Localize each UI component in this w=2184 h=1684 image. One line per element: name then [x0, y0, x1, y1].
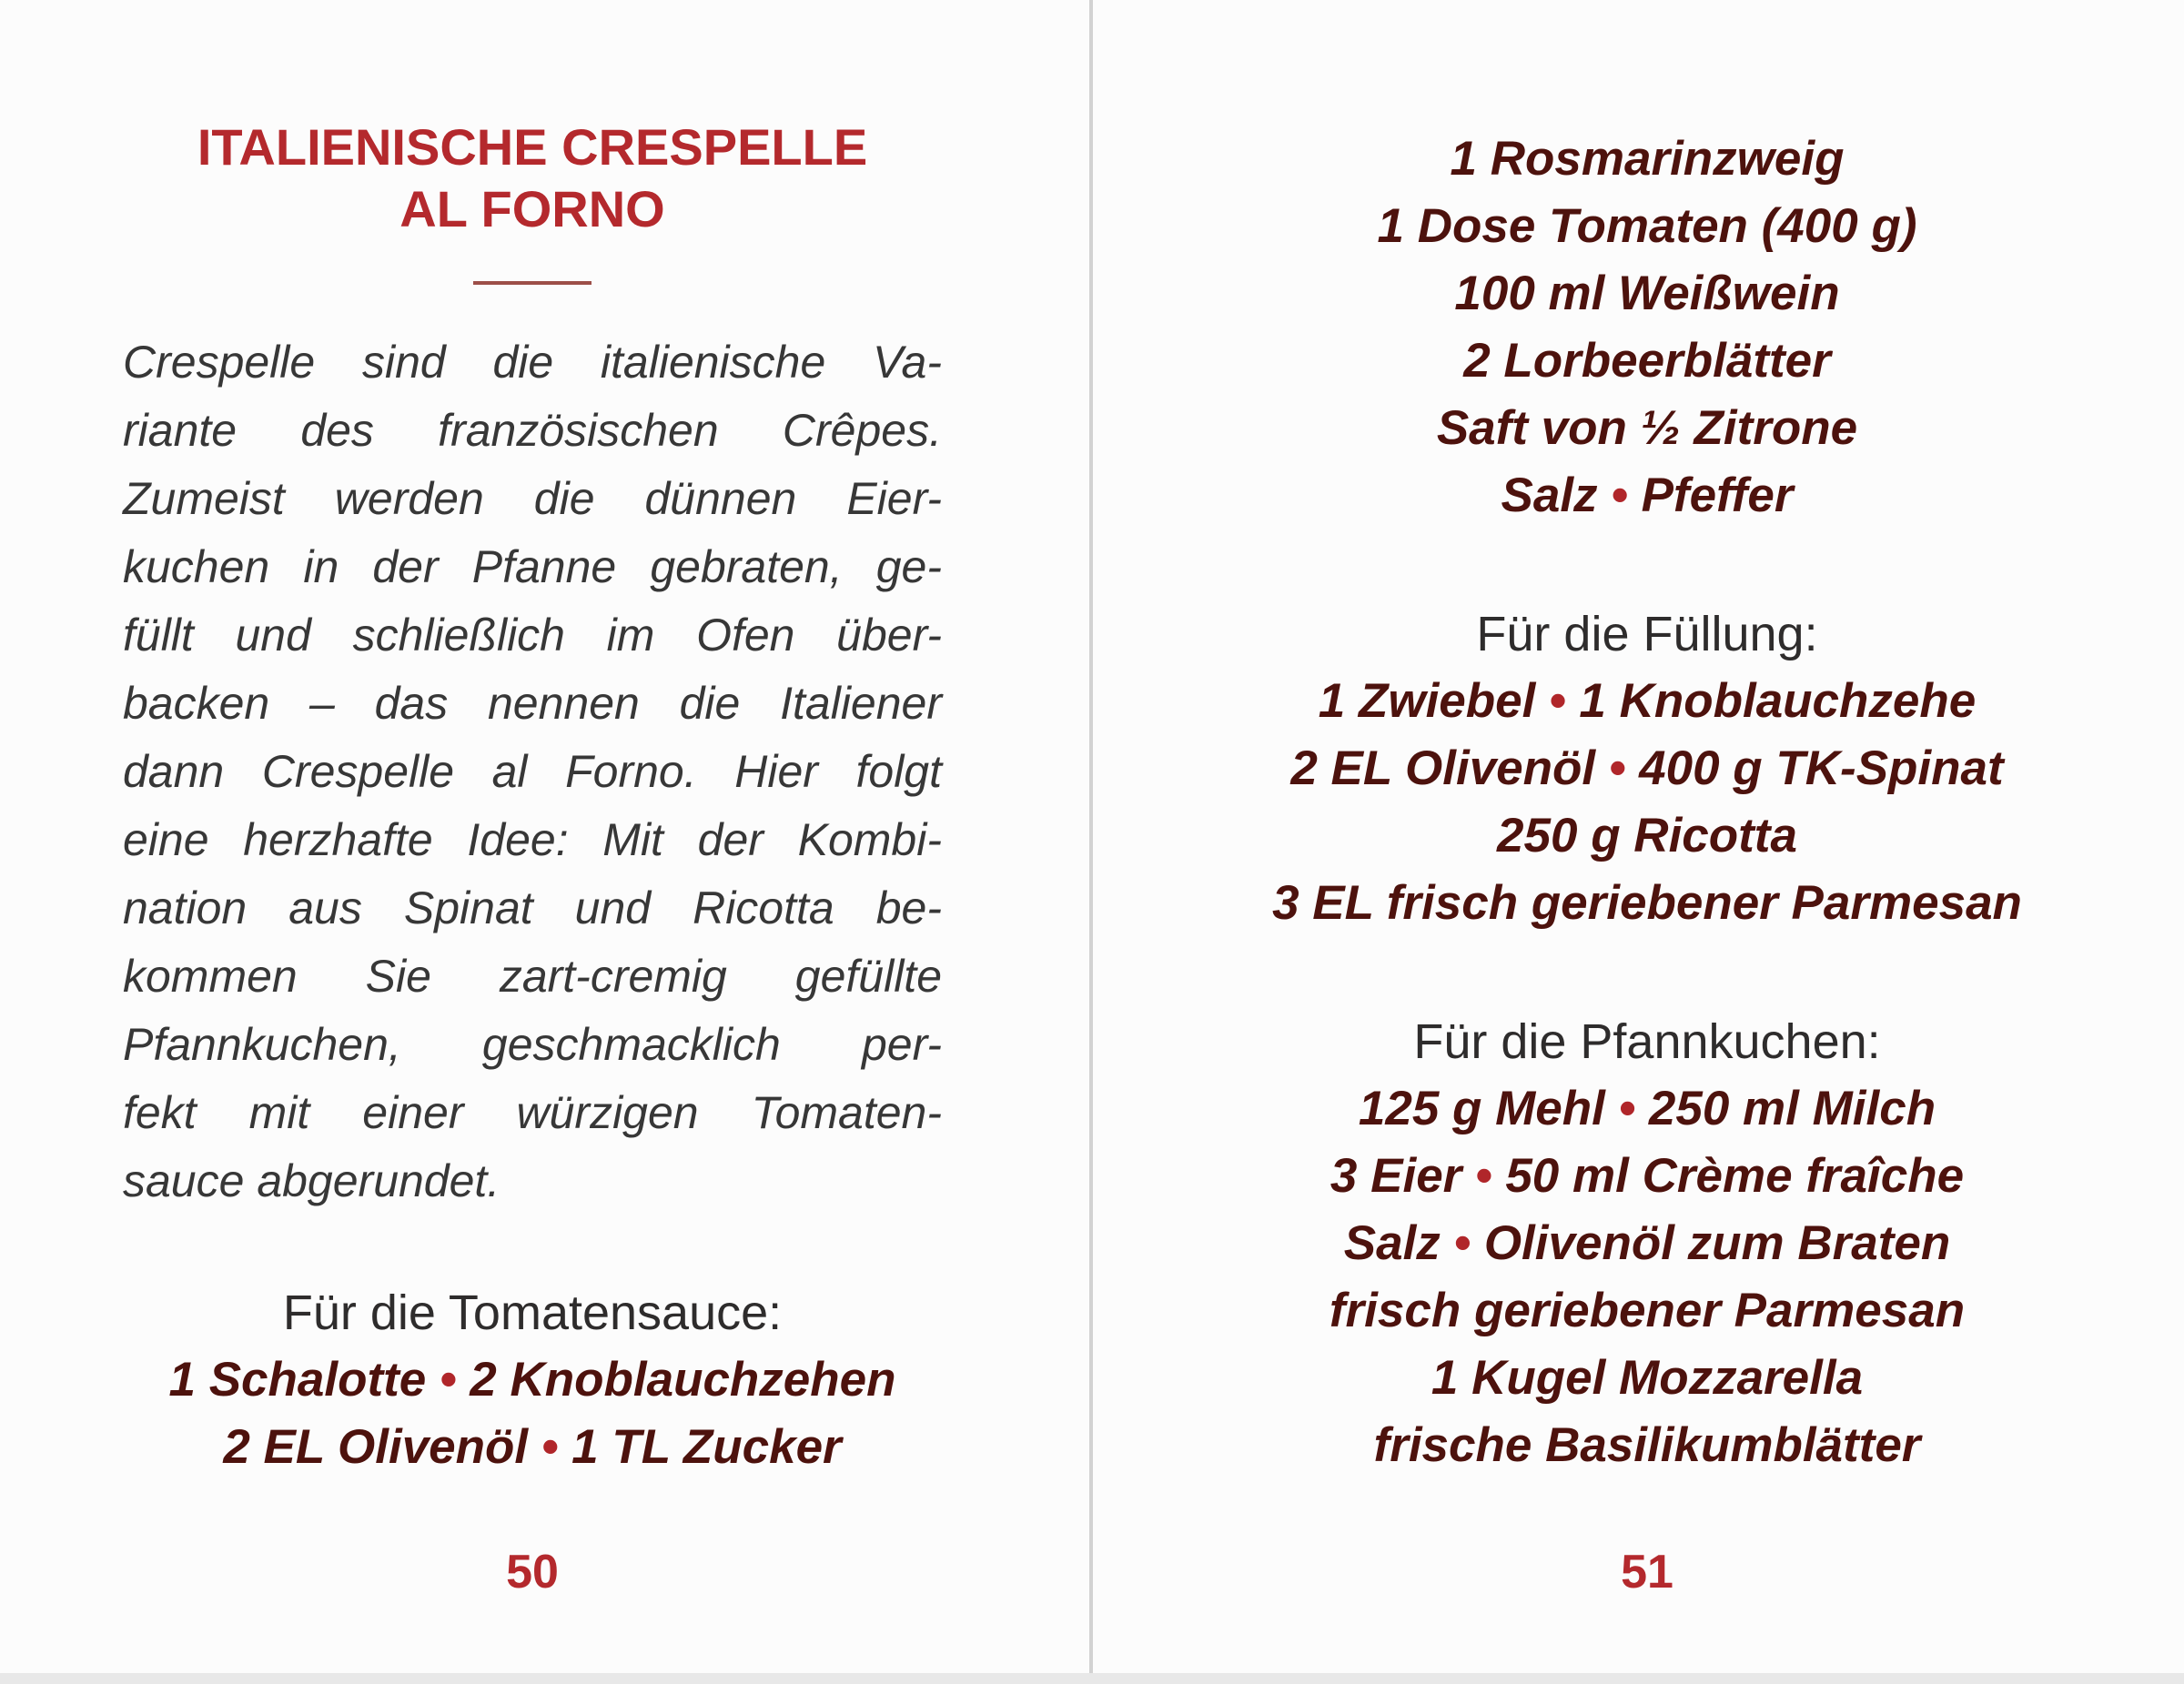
intro-line: riante des französischen Crêpes. [123, 405, 942, 456]
title-divider-rule [473, 281, 592, 285]
ingredient-line: 1 Kugel Mozzarella [1431, 1351, 1864, 1405]
intro-line: Crespelle sind die italienische Va- [123, 337, 942, 388]
page-left [123, 0, 942, 1684]
intro-line: backen – das nennen die Italiener [123, 678, 942, 729]
bullet-separator: • [439, 1353, 457, 1407]
page-number-right: 51 [1621, 1546, 1673, 1598]
intro-line: kuchen in der Pfanne gebraten, ge- [123, 541, 942, 592]
section-heading-fuellung: Für die Füllung: [1476, 607, 1818, 661]
intro-line: füllt und schließlich im Ofen über- [123, 610, 942, 660]
ingredient-group-tomatensauce-continued [1201, 126, 2093, 529]
ingredient-group-fuellung [1201, 600, 2093, 937]
ingredient-line: 1 Zwiebel • 1 Knoblauchzehe [1318, 674, 1977, 728]
ingredient-line: 125 g Mehl • 250 ml Milch [1358, 1082, 1936, 1135]
bullet-separator: • [1611, 469, 1628, 522]
ingredient-line: 100 ml Weißwein [1454, 267, 1840, 320]
ingredient-line: 1 Schalotte • 2 Knoblauchzehen [168, 1353, 896, 1407]
bullet-separator: • [1453, 1216, 1471, 1270]
intro-line: fekt mit einer würzigen Tomaten- [123, 1087, 942, 1138]
intro-line: Zumeist werden die dünnen Eier- [123, 473, 942, 524]
ingredient-line: 3 EL frisch geriebener Parmesan [1272, 876, 2022, 930]
recipe-title-line-1: ITALIENISCHE CRESPELLE [197, 118, 868, 176]
section-heading-tomatensauce: Für die Tomatensauce: [282, 1286, 783, 1340]
ingredient-line: Saft von ½ Zitrone [1436, 401, 1858, 455]
intro-line: sauce abgerundet. [123, 1155, 500, 1206]
intro-line: nation aus Spinat und Ricotta be- [123, 882, 942, 933]
ingredient-line: frische Basilikumblätter [1373, 1418, 1921, 1472]
ingredient-line: 3 Eier • 50 ml Crème fraîche [1330, 1149, 1965, 1203]
bullet-separator: • [1549, 674, 1566, 728]
recipe-title [123, 116, 942, 240]
bullet-separator: • [1475, 1149, 1492, 1203]
ingredient-line: Salz • Pfeffer [1501, 469, 1794, 522]
recipe-title-line-2: AL FORNO [399, 180, 665, 237]
bullet-separator: • [1618, 1082, 1636, 1135]
intro-line: dann Crespelle al Forno. Hier folgt [123, 746, 942, 797]
intro-paragraph [123, 328, 942, 1215]
page-right [1201, 0, 2093, 1684]
bullet-separator: • [541, 1420, 559, 1474]
intro-line: kommen Sie zart-cremig gefüllte [123, 951, 942, 1002]
ingredient-line: 1 Dose Tomaten (400 g) [1377, 199, 1917, 253]
section-heading-pfannkuchen: Für die Pfannkuchen: [1413, 1014, 1881, 1069]
ingredient-line: 2 EL Olivenöl • 400 g TK-Spinat [1290, 741, 2004, 795]
ingredient-line: 250 g Ricotta [1497, 809, 1797, 862]
ingredient-line: 2 EL Olivenöl • 1 TL Zucker [223, 1420, 842, 1474]
bullet-separator: • [1608, 741, 1626, 795]
ingredient-line: 1 Rosmarinzweig [1450, 132, 1845, 186]
intro-line: Pfannkuchen, geschmacklich per- [123, 1019, 942, 1070]
page-number-left: 50 [506, 1546, 559, 1598]
ingredient-group-pfannkuchen [1201, 1008, 2093, 1479]
ingredient-group-tomatensauce [123, 1279, 942, 1481]
ingredient-line: frisch geriebener Parmesan [1329, 1284, 1966, 1337]
intro-line: eine herzhafte Idee: Mit der Kombi- [123, 814, 942, 865]
ingredient-line: 2 Lorbeerblätter [1463, 334, 1831, 388]
ingredient-line: Salz • Olivenöl zum Braten [1343, 1216, 1951, 1270]
page-bottom-edge [0, 1673, 2184, 1684]
page-gutter-divider [1089, 0, 1093, 1684]
